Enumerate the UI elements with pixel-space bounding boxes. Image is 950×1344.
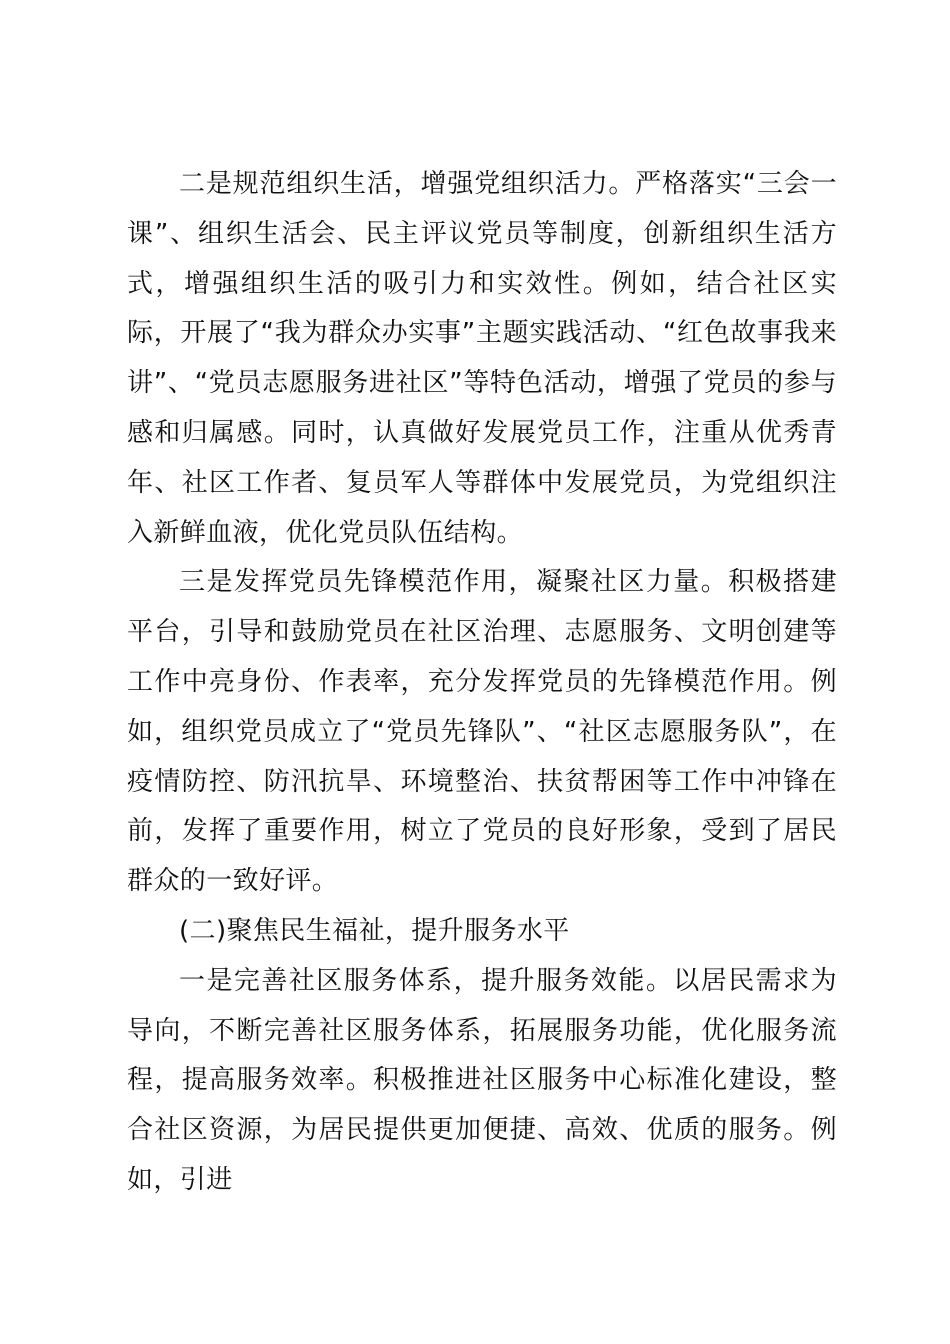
paragraph-organization-life: 二是规范组织生活，增强党组织活力。严格落实“三会一课”、组织生活会、民主评议党员等制度，创新组织生活方式，增强组织生活的吸引力和实效性。例如，结合社区实际，开展了“我为群众办实事”主题实践活动、“红色故事我来讲”、“党员志愿服务进社区”等特色活动，增强了党员的参与感和归属感。同时，认真做好发展党员工作，注重从优秀青年、社区工作者、复员军人等群体中发展党员，为党组织注入新鲜血液，优化党员队伍结构。: [127, 169, 837, 548]
paragraph-party-member-vanguard: 三是发挥党员先锋模范作用，凝聚社区力量。积极搭建平台，引导和鼓励党员在社区治理、志愿服务、文明创建等工作中亮身份、作表率，充分发挥党员的先锋模范作用。例如，组织党员成立了“党员先锋队”、“社区志愿服务队”，在疫情防控、防汛抗旱、环境整治、扶贫帮困等工作中冲锋在前，发挥了重要作用，树立了党员的良好形象，受到了居民群众的一致好评。: [127, 567, 837, 897]
section-heading-livelihood: (二)聚焦民生福祉，提升服务水平: [179, 915, 570, 946]
document-body: [127, 160, 837, 1206]
paragraph-service-system: 一是完善社区服务体系，提升服务效能。以居民需求为导向，不断完善社区服务体系，拓展服务功能，优化服务流程，提高服务效率。积极推进社区服务中心标准化建设，整合社区资源，为居民提供更加便捷、高效、优质的服务。例如，引进: [127, 965, 837, 1195]
